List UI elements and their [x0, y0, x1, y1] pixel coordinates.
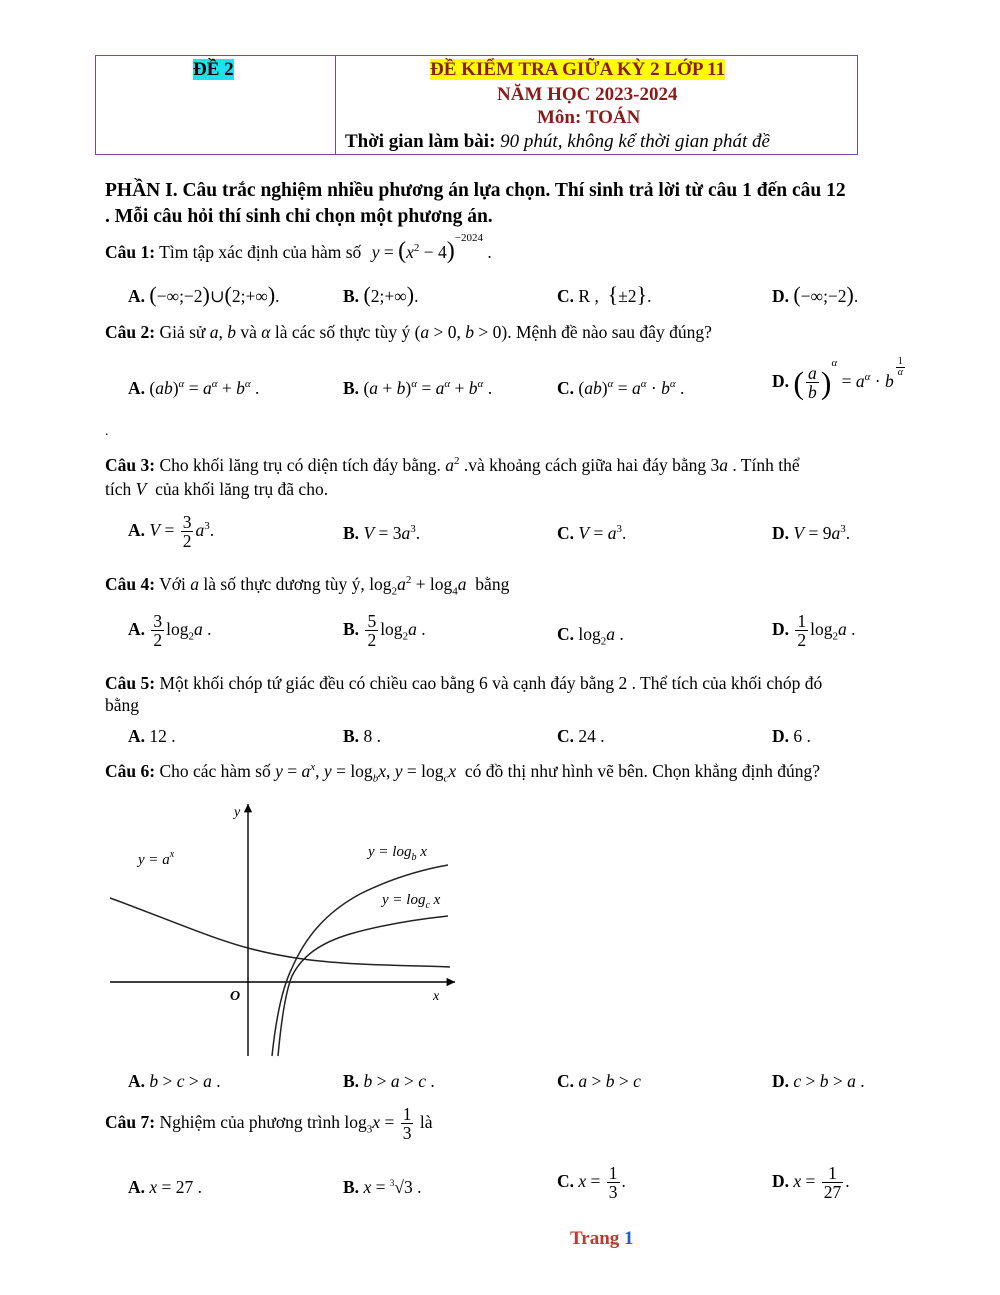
question-6: Câu 6: Cho các hàm số $y = a^x$, $y = \log_bx$, $y = \log_cx$ có đồ thị như hình vẽ bên. Chọn khẳng định đúng?: [105, 761, 820, 785]
q1-option-d[interactable]: D. (−∞;−2).: [772, 282, 859, 307]
q6-option-a[interactable]: A. b > c > a .: [128, 1071, 221, 1091]
q2-option-c[interactable]: C. $(ab)^\alpha = a^\alpha \cdot b^\alpha$ .: [557, 378, 685, 398]
q6-option-c[interactable]: C. a > b > c: [557, 1071, 641, 1091]
q1-option-b[interactable]: B. (2;+∞).: [343, 282, 419, 307]
q3-option-d[interactable]: D. $V = 9a^3$.: [772, 523, 851, 543]
q4-option-c[interactable]: C. $\log_2a$ .: [557, 624, 624, 648]
section-title-line1: PHẦN I. Câu trắc nghiệm nhiều phương án lựa chọn. Thí sinh trả lời từ câu 1 đến câu 12: [105, 180, 846, 201]
question-4: Câu 4: Với a là số thực dương tùy ý, $\log_2a^2 + \log_4a$ bằng: [105, 574, 510, 598]
subject: Môn: TOÁN: [537, 107, 641, 128]
question-2: Câu 2: Giả sử a, b và α là các số thực tùy ý (a > 0, b > 0). Mệnh đề nào sau đây đúng?: [105, 322, 712, 342]
q5-option-b[interactable]: B. 8 .: [343, 726, 381, 746]
q2-option-a[interactable]: A. $(ab)^\alpha = a^\alpha + b^\alpha$ .: [128, 378, 260, 398]
label-log-c: $y = \log_c x$: [382, 892, 441, 911]
q5-option-c[interactable]: C. 24 .: [557, 726, 605, 746]
question-5-line2: bằng: [105, 695, 140, 715]
question-3-line2: tích V của khối lăng trụ đã cho.: [105, 479, 329, 499]
q1-option-a[interactable]: A. (−∞;−2)∪(2;+∞).: [128, 282, 280, 307]
q4-option-b[interactable]: B. $\frac{5}{2}$ $\log_2a$ .: [343, 611, 426, 651]
school-year: NĂM HỌC 2023-2024: [497, 84, 678, 105]
q1-function: y: [371, 242, 380, 262]
question-3-line1: Câu 3: Cho khối lăng trụ có diện tích đáy bằng. $a^2$ .và khoảng cách giữa hai đáy bằng 3a . Tính thể: [105, 455, 800, 475]
q5-option-d[interactable]: D. 6 .: [772, 726, 811, 746]
q6-option-b[interactable]: B. b > a > c .: [343, 1071, 435, 1091]
header-divider: [335, 55, 336, 155]
q5-option-a[interactable]: A. 12 .: [128, 726, 176, 746]
q2-option-b[interactable]: B. $(a + b)^\alpha = a^\alpha + b^\alpha$ .: [343, 378, 493, 398]
page-footer: Trang 1: [570, 1228, 634, 1249]
q6-option-d[interactable]: D. c > b > a .: [772, 1071, 865, 1091]
q7-option-c[interactable]: C. x = $\frac{1}{3}$ .: [557, 1163, 626, 1203]
q7-option-b[interactable]: B. x = $^3$√3 .: [343, 1177, 422, 1197]
q4-option-a[interactable]: A. $\frac{3}{2}$ $\log_2a$ .: [128, 611, 212, 651]
q3-option-c[interactable]: C. $V = a^3$.: [557, 523, 627, 543]
curve-exponential: [110, 898, 450, 967]
q7-option-d[interactable]: D. x = $\frac{1}{27}$ .: [772, 1163, 850, 1203]
time-info: Thời gian làm bài: 90 phút, không kể thời gian phát đề: [345, 131, 770, 152]
q7-option-a[interactable]: A. x = 27 .: [128, 1177, 203, 1197]
q4-option-d[interactable]: D. $\frac{1}{2}$ $\log_2a$ .: [772, 611, 856, 651]
section-title-line2: . Mỗi câu hỏi thí sinh chỉ chọn một phương án.: [105, 206, 493, 227]
question-5-line1: Câu 5: Một khối chóp tứ giác đều có chiều cao bằng 6 và cạnh đáy bằng 2 . Thể tích của khối chóp đó: [105, 673, 823, 693]
stray-dot: .: [105, 424, 109, 439]
q1-option-c[interactable]: C. R , {±2}.: [557, 282, 652, 307]
question-1: Câu 1: Tìm tập xác định của hàm số $y = (x^2 - 4)^{-2024}$ .: [105, 232, 492, 264]
label-exponential: $y = a^x$: [138, 849, 175, 868]
label-log-b: $y = \log_b x$: [368, 844, 427, 863]
function-graph: [100, 798, 470, 1060]
curve-log-c: [278, 916, 448, 1056]
exam-code: ĐỀ 2: [193, 59, 234, 80]
origin-label: O: [230, 989, 241, 1004]
y-axis-label: y: [234, 805, 241, 820]
x-axis-label: x: [433, 989, 440, 1004]
q3-option-a[interactable]: A. V = $\frac{3}{2}$ $a^3$.: [128, 512, 215, 552]
question-7: Câu 7: Nghiệm của phương trình $\log_3x$ = $\frac{1}{3}$ là: [105, 1104, 433, 1144]
exam-title: ĐỀ KIỂM TRA GIỮA KỲ 2 LỚP 11: [430, 59, 726, 80]
q3-option-b[interactable]: B. $V = 3a^3$.: [343, 523, 421, 543]
q2-option-d[interactable]: D. ( $\frac{a}{b}$ )$^\alpha = a^\alpha \cdot b$ $^{\frac{1}{\alpha}}$: [772, 355, 903, 403]
